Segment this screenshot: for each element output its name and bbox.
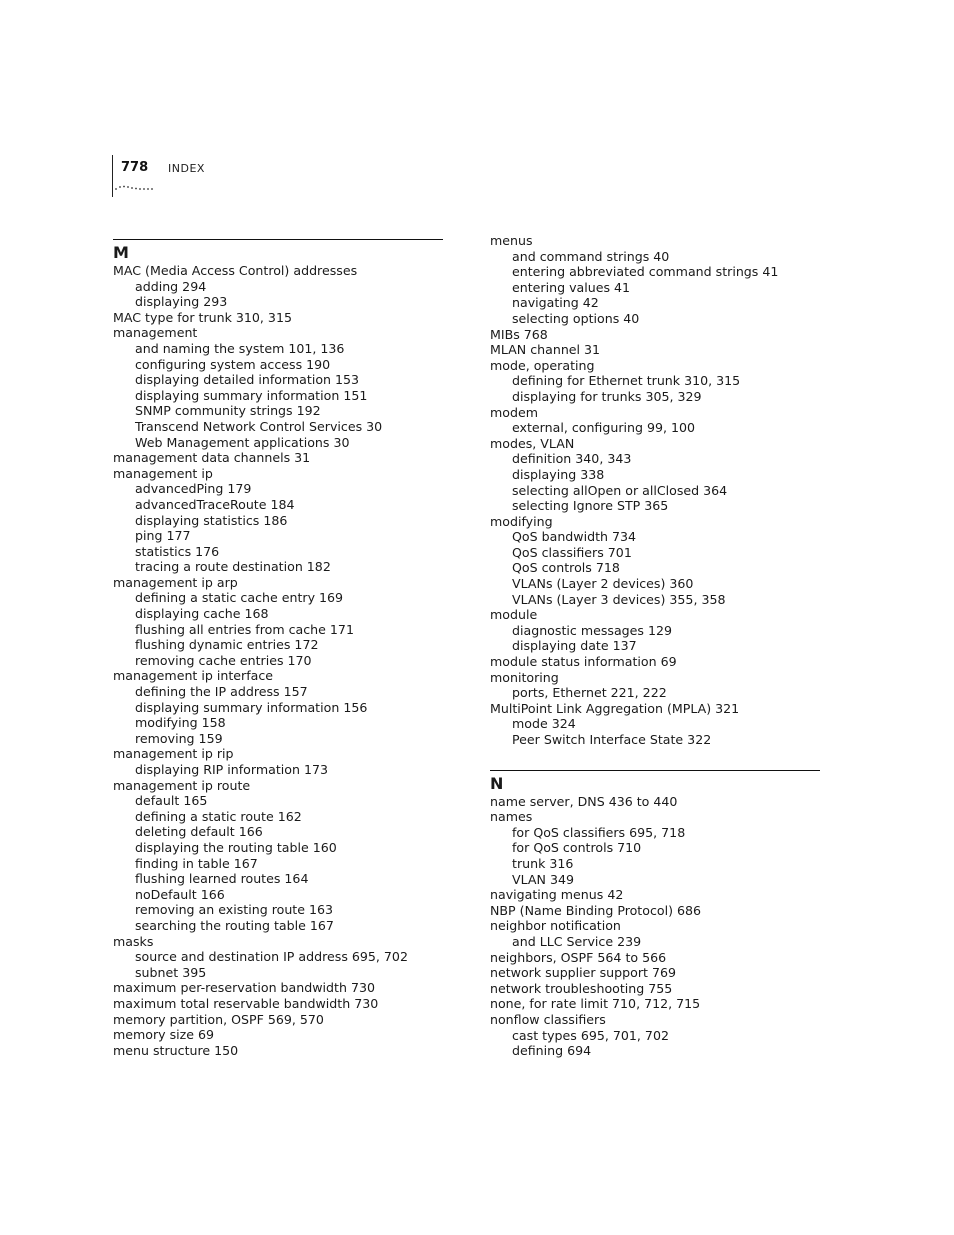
index-entry: network supplier support 769: [490, 965, 676, 981]
index-subentry: and naming the system 101, 136: [135, 340, 345, 356]
index-entry: NBP (Name Binding Protocol) 686: [490, 902, 702, 918]
index-subentry: mode 324: [512, 716, 576, 732]
index-subentry: VLANs (Layer 2 devices) 360: [512, 576, 694, 592]
index-subentry: Peer Switch Interface State 322: [512, 732, 712, 747]
index-entry: module: [490, 607, 538, 623]
index-subentry: removing cache entries 170: [135, 652, 312, 668]
index-subentry: statistics 176: [135, 543, 220, 559]
index-entry: module status information 69: [490, 654, 677, 670]
index-subentry: QoS bandwidth 734: [512, 529, 637, 545]
index-subentry: selecting allOpen or allClosed 364: [512, 482, 728, 498]
index-subentry: default 165: [135, 793, 208, 809]
dotted-ornament-icon: [114, 185, 156, 191]
index-subentry: VLAN 349: [512, 871, 574, 887]
index-subentry: searching the routing table 167: [135, 917, 334, 933]
index-subentry: displaying 338: [512, 466, 605, 482]
index-entry: none, for rate limit 710, 712, 715: [490, 996, 701, 1012]
index-entry: masks: [113, 933, 154, 949]
index-subentry: navigating 42: [512, 295, 599, 311]
index-entry: management: [113, 325, 198, 341]
index-entry: MLAN channel 31: [490, 342, 601, 358]
index-subentry: source and destination IP address 695, 702: [135, 949, 408, 965]
index-entry: management ip arp: [113, 574, 238, 590]
index-subentry: subnet 395: [135, 964, 207, 980]
index-subentry: displaying 293: [135, 294, 228, 310]
index-subentry: displaying for trunks 305, 329: [512, 388, 702, 404]
index-subentry: for QoS controls 710: [512, 840, 642, 856]
index-entry: MAC (Media Access Control) addresses: [113, 263, 358, 278]
index-subentry: removing an existing route 163: [135, 902, 334, 918]
index-subentry: entering abbreviated command strings 41: [512, 264, 779, 280]
running-head: INDEX: [168, 162, 205, 175]
index-entry: mode, operating: [490, 357, 595, 373]
page-number: 778: [121, 160, 149, 175]
index-subentry: entering values 41: [512, 279, 631, 295]
section-letter: M: [113, 243, 129, 262]
index-entry: management data channels 31: [113, 450, 311, 466]
index-subentry: tracing a route destination 182: [135, 559, 331, 575]
index-subentry: defining a static cache entry 169: [135, 590, 344, 606]
index-entry: menu structure 150: [113, 1042, 239, 1058]
index-subentry: displaying summary information 151: [135, 387, 368, 403]
index-subentry: external, configuring 99, 100: [512, 420, 696, 436]
index-subentry: displaying date 137: [512, 638, 637, 654]
index-subentry: advancedPing 179: [135, 481, 252, 497]
index-subentry: selecting Ignore STP 365: [512, 498, 669, 514]
index-entry-list: [113, 263, 443, 1058]
index-entry: management ip rip: [113, 746, 234, 762]
index-subentry: defining a static route 162: [135, 808, 302, 824]
index-subentry: and LLC Service 239: [512, 933, 642, 949]
index-subentry: ports, Ethernet 221, 222: [512, 685, 667, 701]
index-entry: maximum total reservable bandwidth 730: [113, 995, 379, 1011]
index-entry: MIBs 768: [490, 326, 548, 342]
index-entry: modem: [490, 404, 538, 420]
index-subentry: modifying 158: [135, 715, 226, 731]
section-letter: N: [490, 773, 504, 793]
index-entry-list: [490, 233, 820, 748]
index-subentry: displaying the routing table 160: [135, 839, 337, 855]
index-subentry: configuring system access 190: [135, 356, 331, 372]
index-subentry: deleting default 166: [135, 824, 263, 840]
index-subentry: finding in table 167: [135, 855, 258, 871]
index-subentry: trunk 316: [512, 855, 574, 871]
index-entry: name server, DNS 436 to 440: [490, 793, 678, 809]
section-heading-n: [490, 770, 820, 794]
index-entry: maximum per-reservation bandwidth 730: [113, 980, 375, 996]
index-subentry: flushing learned routes 164: [135, 871, 309, 887]
index-entry: MAC type for trunk 310, 315: [113, 309, 292, 325]
index-entry: management ip interface: [113, 668, 274, 684]
index-entry: nonflow classifiers: [490, 1011, 606, 1027]
index-entry: monitoring: [490, 669, 559, 685]
index-subentry: adding 294: [135, 278, 207, 294]
index-subentry: removing 159: [135, 730, 223, 746]
index-subentry: selecting options 40: [512, 310, 640, 326]
index-subentry: Transcend Network Control Services 30: [135, 418, 383, 434]
index-subentry: advancedTraceRoute 184: [135, 496, 295, 512]
index-subentry: SNMP community strings 192: [135, 403, 321, 419]
index-subentry: for QoS classifiers 695, 718: [512, 824, 686, 840]
index-entry: modes, VLAN: [490, 435, 575, 451]
index-column-right: [490, 233, 820, 1059]
index-subentry: VLANs (Layer 3 devices) 355, 358: [512, 591, 726, 607]
index-entry: memory size 69: [113, 1027, 215, 1043]
index-subentry: defining 694: [512, 1043, 592, 1059]
index-entry: modifying: [490, 513, 553, 529]
index-entry-list: [490, 794, 820, 1059]
index-entry: navigating menus 42: [490, 887, 624, 903]
header-rule: [112, 155, 113, 197]
page-header: [112, 155, 312, 200]
index-entry: network troubleshooting 755: [490, 980, 673, 996]
index-entry: management ip route: [113, 777, 251, 793]
index-entry: memory partition, OSPF 569, 570: [113, 1011, 324, 1027]
index-subentry: definition 340, 343: [512, 451, 632, 467]
index-subentry: displaying cache 168: [135, 606, 269, 622]
index-subentry: displaying statistics 186: [135, 512, 288, 528]
index-subentry: QoS classifiers 701: [512, 544, 632, 560]
index-subentry: Web Management applications 30: [135, 434, 350, 450]
index-subentry: defining for Ethernet trunk 310, 315: [512, 373, 741, 389]
index-subentry: noDefault 166: [135, 886, 225, 902]
index-subentry: diagnostic messages 129: [512, 622, 673, 638]
index-entry: management ip: [113, 465, 213, 481]
index-entry: menus: [490, 233, 533, 248]
index-column-left: [113, 233, 443, 1058]
index-subentry: displaying detailed information 153: [135, 372, 360, 388]
index-entry: names: [490, 809, 533, 825]
index-entry: neighbor notification: [490, 918, 621, 934]
index-subentry: cast types 695, 701, 702: [512, 1027, 669, 1043]
index-subentry: flushing dynamic entries 172: [135, 637, 319, 653]
index-subentry: and command strings 40: [512, 248, 670, 264]
index-subentry: defining the IP address 157: [135, 684, 308, 700]
index-subentry: QoS controls 718: [512, 560, 620, 576]
index-entry: MultiPoint Link Aggregation (MPLA) 321: [490, 700, 740, 716]
index-entry: neighbors, OSPF 564 to 566: [490, 949, 667, 965]
index-subentry: ping 177: [135, 528, 191, 544]
index-subentry: displaying RIP information 173: [135, 762, 328, 777]
section-heading-m: [113, 239, 443, 263]
index-subentry: displaying summary information 156: [135, 699, 368, 715]
index-subentry: flushing all entries from cache 171: [135, 621, 354, 637]
